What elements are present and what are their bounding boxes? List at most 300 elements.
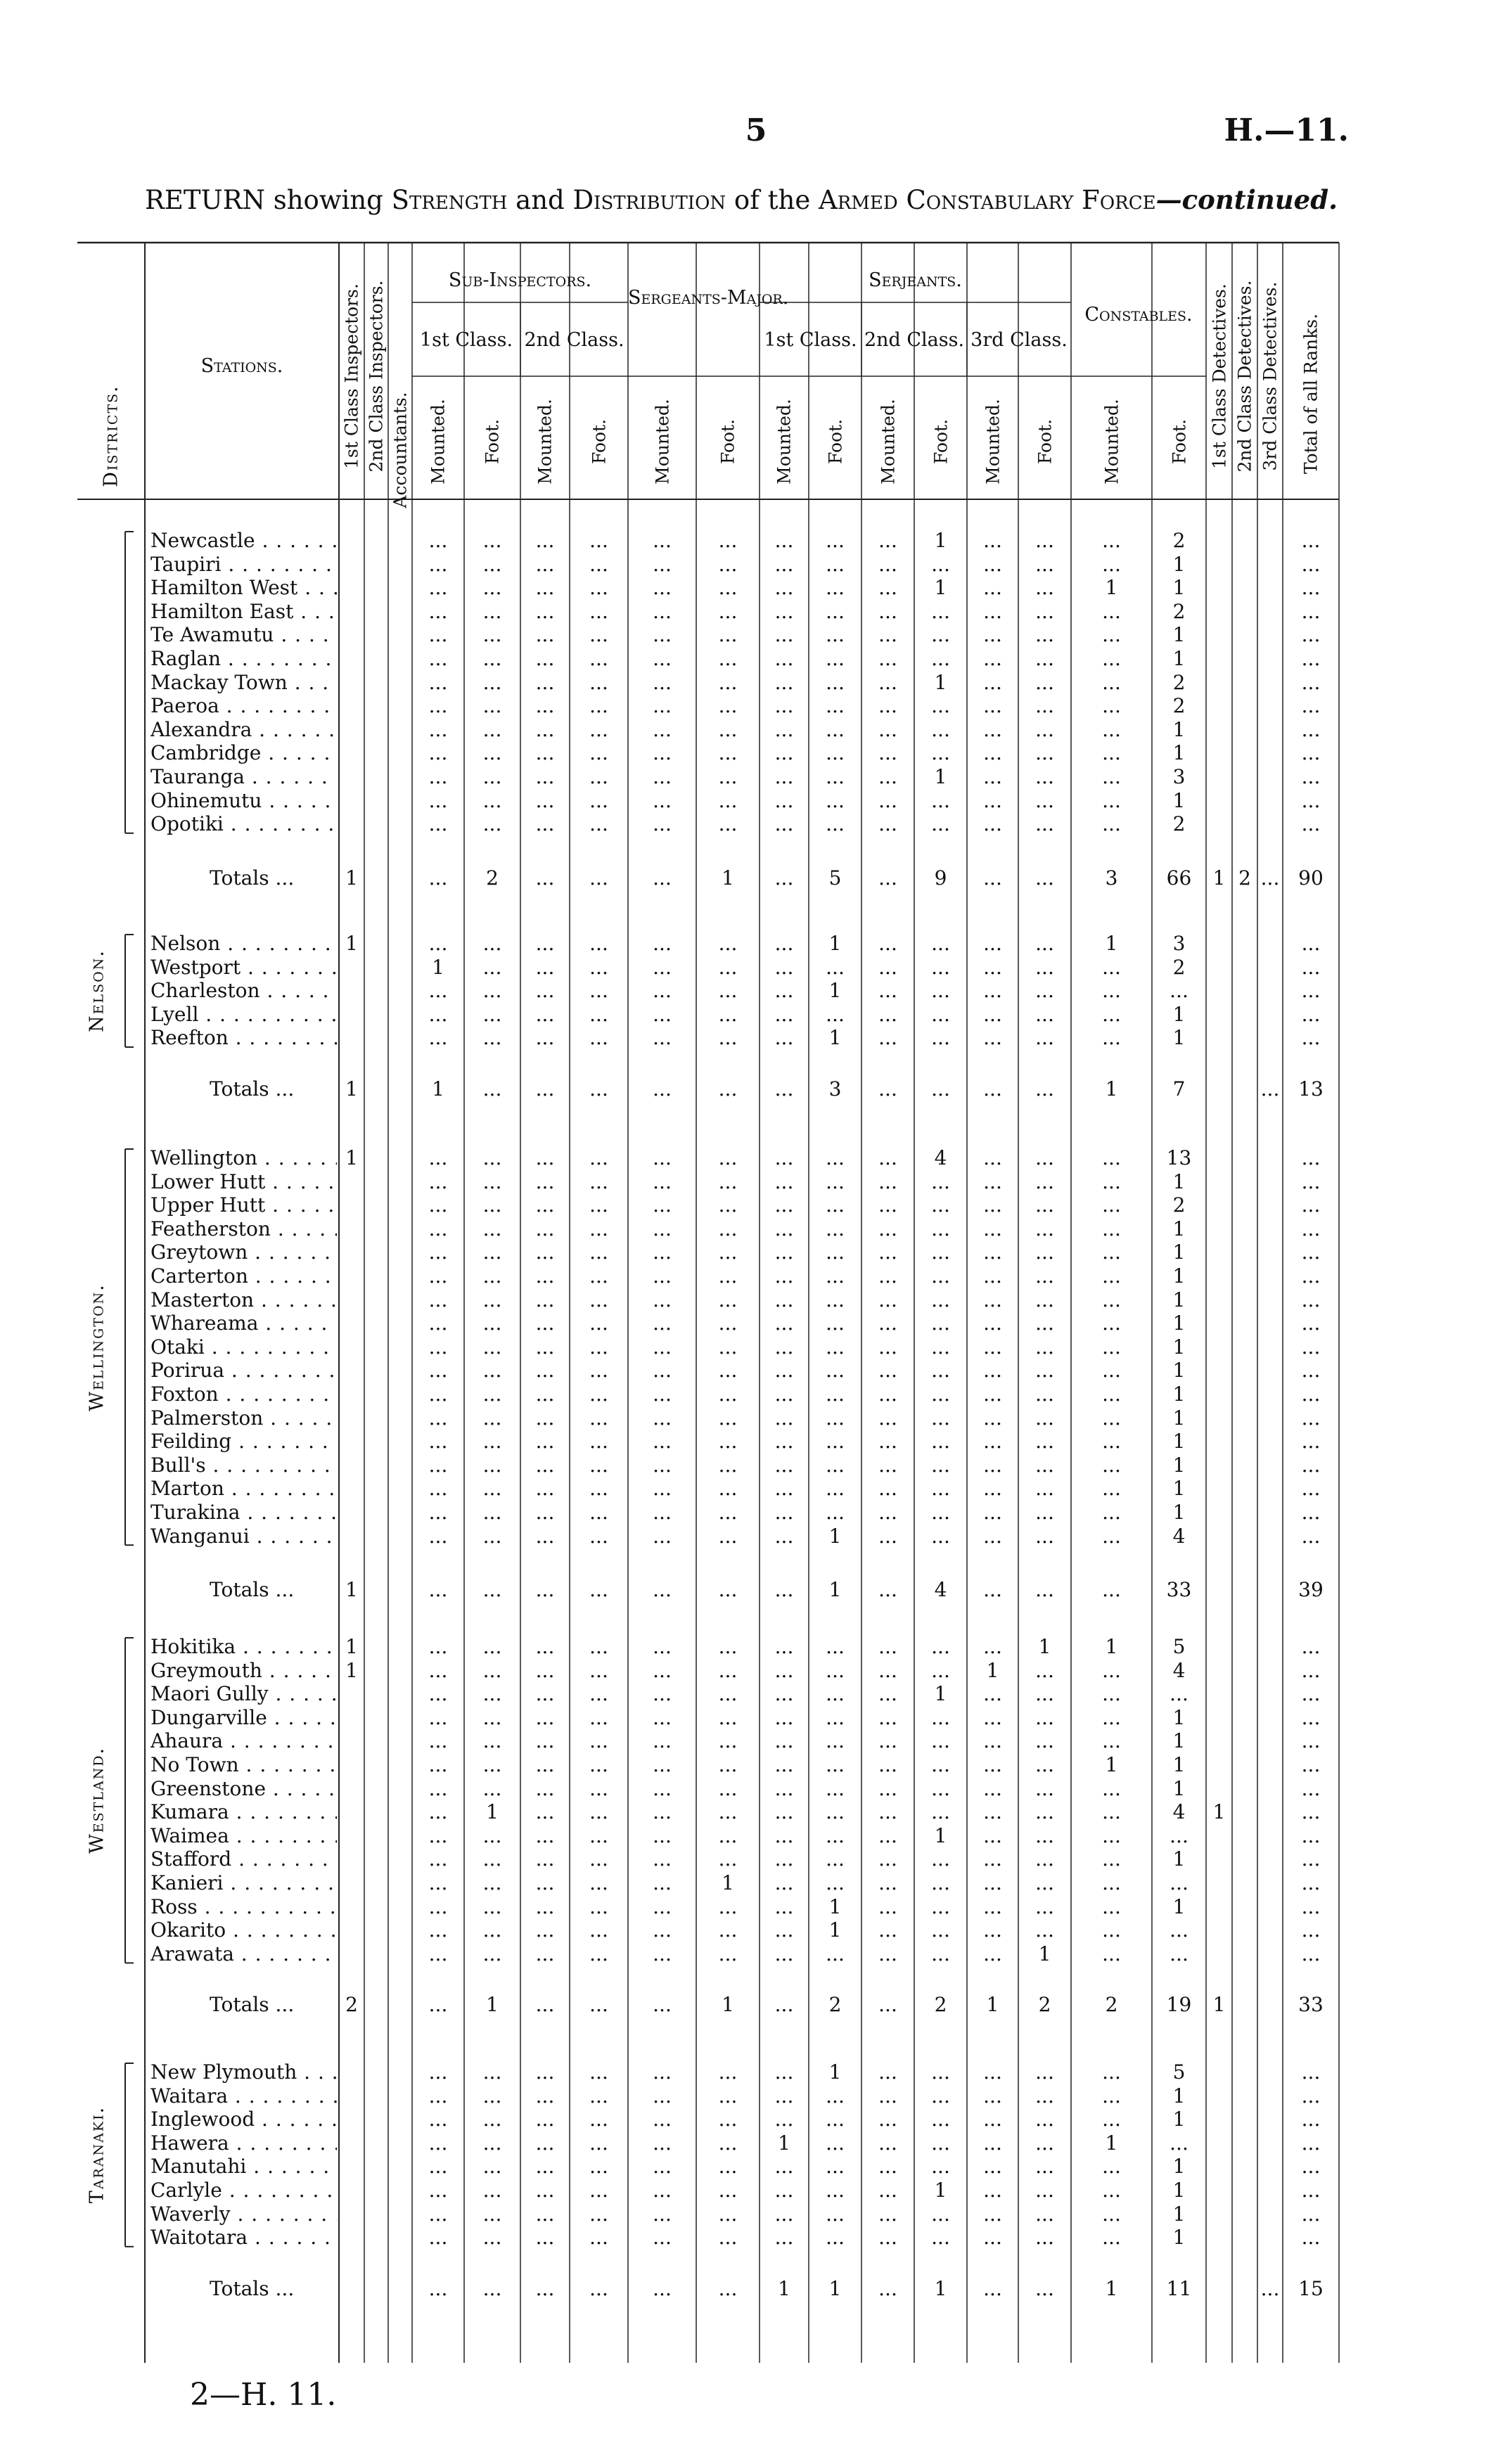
heading-force: Armed Constabulary Force bbox=[819, 185, 1156, 215]
table-cell: ... bbox=[983, 1871, 1002, 1894]
table-cell: ... bbox=[1301, 812, 1321, 836]
table-cell: ... bbox=[535, 1524, 555, 1548]
totals-cell: ... bbox=[428, 1578, 448, 1602]
table-cell: ... bbox=[589, 932, 608, 955]
table-cell: ... bbox=[983, 1682, 1002, 1706]
table-cell: ... bbox=[535, 2179, 555, 2202]
table-cell: ... bbox=[774, 1823, 794, 1847]
table-cell: ... bbox=[774, 1894, 794, 1918]
table-cell: ... bbox=[774, 1193, 794, 1217]
table-cell: ... bbox=[826, 1193, 845, 1217]
table-cell: 1 bbox=[1172, 2108, 1186, 2131]
table-row bbox=[0, 932, 1512, 956]
table-cell: ... bbox=[535, 1635, 555, 1658]
table-cell: ... bbox=[482, 1335, 502, 1359]
totals-cell: ... bbox=[774, 1077, 794, 1101]
totals-cell: 1 bbox=[722, 1993, 734, 2017]
header-foot: Foot. bbox=[1169, 418, 1189, 465]
table-cell: ... bbox=[1035, 1776, 1054, 1800]
station-name: Newcastle . . . bbox=[150, 529, 337, 553]
table-cell: ... bbox=[931, 2060, 950, 2084]
table-cell: ... bbox=[535, 955, 555, 979]
table-cell: ... bbox=[931, 1383, 950, 1406]
table-cell: ... bbox=[1102, 1918, 1121, 1942]
totals-cell: 2 bbox=[828, 1993, 842, 2017]
table-cell: ... bbox=[1170, 979, 1189, 1003]
table-row bbox=[0, 1895, 1512, 1919]
totals-cell: 1 bbox=[828, 2276, 842, 2300]
table-cell: ... bbox=[428, 1288, 448, 1311]
table-cell: ... bbox=[653, 1942, 672, 1965]
table-cell: ... bbox=[1035, 1753, 1054, 1776]
table-cell: ... bbox=[428, 1501, 448, 1524]
table-cell: ... bbox=[482, 1729, 502, 1753]
table-cell: ... bbox=[983, 1217, 1002, 1240]
header-serjeants: Serjeants. bbox=[869, 269, 962, 291]
table-cell: ... bbox=[1170, 1823, 1189, 1847]
table-cell: ... bbox=[878, 1453, 897, 1477]
table-cell: ... bbox=[718, 1847, 738, 1871]
table-row bbox=[0, 1383, 1512, 1406]
header-foot: Foot. bbox=[1034, 418, 1055, 465]
totals-label: Totals ... bbox=[210, 1578, 295, 1602]
table-row bbox=[0, 623, 1512, 647]
totals-cell: ... bbox=[653, 1578, 672, 1602]
heading-lead: RETURN showing bbox=[145, 185, 383, 215]
table-cell: ... bbox=[589, 1453, 608, 1477]
table-cell: ... bbox=[878, 788, 897, 812]
table-cell: ... bbox=[653, 1359, 672, 1383]
table-cell: ... bbox=[718, 932, 738, 955]
table-cell: ... bbox=[774, 979, 794, 1003]
totals-label: Totals ... bbox=[210, 866, 295, 890]
table-cell: ... bbox=[931, 623, 950, 647]
totals-cell: 2 bbox=[345, 1993, 358, 2017]
table-cell: ... bbox=[1102, 1406, 1121, 1430]
table-row bbox=[0, 1942, 1512, 1966]
station-name: Porirua . . . bbox=[150, 1359, 337, 1383]
table-row bbox=[0, 1288, 1512, 1312]
header-mounted: Mounted. bbox=[774, 399, 795, 485]
table-cell: ... bbox=[1035, 1682, 1054, 1706]
table-cell: ... bbox=[653, 1383, 672, 1406]
table-row bbox=[0, 1170, 1512, 1194]
station-name: Manutahi . . . bbox=[150, 2155, 337, 2179]
table-cell: 1 bbox=[1172, 647, 1186, 670]
table-row bbox=[0, 2131, 1512, 2155]
table-cell: ... bbox=[1301, 1146, 1321, 1169]
table-cell: ... bbox=[1301, 2131, 1321, 2155]
table-cell: ... bbox=[589, 2108, 608, 2131]
table-cell: ... bbox=[718, 1311, 738, 1335]
table-cell: ... bbox=[1301, 1453, 1321, 1477]
totals-cell: 1 bbox=[486, 1993, 499, 2017]
table-cell: ... bbox=[1301, 1430, 1321, 1454]
table-cell: ... bbox=[482, 1705, 502, 1729]
table-cell: ... bbox=[878, 1800, 897, 1824]
table-cell: ... bbox=[1035, 1477, 1054, 1501]
table-cell: 1 bbox=[1172, 1264, 1186, 1288]
table-cell: ... bbox=[774, 1942, 794, 1965]
table-cell: ... bbox=[535, 1288, 555, 1311]
table-cell: ... bbox=[878, 932, 897, 955]
totals-cell: 2 bbox=[1105, 1993, 1118, 2017]
totals-label: Totals ... bbox=[210, 1993, 295, 2017]
table-cell: ... bbox=[878, 1776, 897, 1800]
table-row bbox=[0, 529, 1512, 553]
table-cell: ... bbox=[589, 1311, 608, 1335]
table-row bbox=[0, 1847, 1512, 1871]
table-cell: ... bbox=[428, 1918, 448, 1942]
table-cell: ... bbox=[826, 1729, 845, 1753]
table-cell: ... bbox=[1035, 1193, 1054, 1217]
table-cell: ... bbox=[653, 2226, 672, 2250]
table-cell: ... bbox=[878, 1847, 897, 1871]
table-cell: ... bbox=[718, 1705, 738, 1729]
table-cell: ... bbox=[589, 2060, 608, 2084]
document-reference: H.—11. bbox=[1224, 113, 1349, 148]
table-cell: ... bbox=[482, 1193, 502, 1217]
table-cell: ... bbox=[1301, 1705, 1321, 1729]
district-label: Taranaki. bbox=[86, 2106, 108, 2204]
table-row bbox=[0, 956, 1512, 980]
table-cell: ... bbox=[878, 2131, 897, 2155]
table-cell: ... bbox=[1102, 2155, 1121, 2179]
table-cell: ... bbox=[774, 765, 794, 788]
table-cell: ... bbox=[718, 1942, 738, 1965]
table-cell: 1 bbox=[1172, 2226, 1186, 2250]
table-cell: ... bbox=[1301, 1383, 1321, 1406]
header-insp-2nd: 2nd Class Inspectors. bbox=[366, 280, 387, 473]
table-cell: ... bbox=[718, 529, 738, 552]
table-cell: 1 bbox=[934, 1682, 947, 1706]
table-cell: ... bbox=[878, 552, 897, 576]
table-cell: ... bbox=[718, 1359, 738, 1383]
table-cell: ... bbox=[878, 1002, 897, 1026]
table-cell: ... bbox=[535, 717, 555, 741]
totals-cell: ... bbox=[1035, 2276, 1054, 2300]
table-cell: 1 bbox=[1172, 623, 1186, 647]
table-cell: ... bbox=[535, 1658, 555, 1682]
station-name: Cambridge . . . bbox=[150, 741, 337, 765]
table-cell: ... bbox=[1102, 1729, 1121, 1753]
table-cell: ... bbox=[482, 1406, 502, 1430]
table-row bbox=[0, 553, 1512, 577]
table-row bbox=[0, 765, 1512, 789]
table-row bbox=[0, 576, 1512, 600]
table-cell: ... bbox=[718, 2179, 738, 2202]
table-cell: ... bbox=[1301, 1823, 1321, 1847]
table-cell: ... bbox=[931, 1002, 950, 1026]
station-name: Westport . . . bbox=[150, 956, 337, 980]
table-cell: ... bbox=[878, 812, 897, 836]
heading-distribution: Distribution bbox=[572, 185, 726, 215]
table-cell: ... bbox=[1035, 1217, 1054, 1240]
table-cell: ... bbox=[1301, 670, 1321, 694]
table-cell: ... bbox=[931, 1169, 950, 1193]
table-cell: ... bbox=[482, 812, 502, 836]
totals-cell: ... bbox=[774, 1578, 794, 1602]
table-row bbox=[0, 647, 1512, 671]
table-cell: ... bbox=[482, 1871, 502, 1894]
table-cell: ... bbox=[1102, 1705, 1121, 1729]
table-cell: ... bbox=[774, 1383, 794, 1406]
table-cell: ... bbox=[826, 2226, 845, 2250]
header-districts: Districts. bbox=[100, 385, 122, 487]
table-cell: ... bbox=[718, 1776, 738, 1800]
table-cell: ... bbox=[482, 2108, 502, 2131]
table-cell: ... bbox=[826, 1501, 845, 1524]
station-name: Waitara . . . bbox=[150, 2084, 337, 2108]
table-cell: ... bbox=[589, 1753, 608, 1776]
table-row bbox=[0, 789, 1512, 813]
table-cell: ... bbox=[1301, 1406, 1321, 1430]
table-cell: ... bbox=[878, 1658, 897, 1682]
table-cell: ... bbox=[1301, 1871, 1321, 1894]
header-sub-1st: 1st Class. bbox=[419, 329, 513, 351]
totals-cell: ... bbox=[535, 1578, 555, 1602]
table-cell: ... bbox=[1301, 1658, 1321, 1682]
table-cell: ... bbox=[653, 1501, 672, 1524]
table-cell: ... bbox=[535, 1918, 555, 1942]
district-label: Westland. bbox=[86, 1747, 108, 1854]
table-cell: ... bbox=[983, 741, 1002, 765]
table-cell: ... bbox=[535, 1240, 555, 1264]
table-cell: ... bbox=[428, 2108, 448, 2131]
table-cell: 4 bbox=[1172, 1524, 1186, 1548]
table-cell: ... bbox=[1102, 552, 1121, 576]
table-cell: ... bbox=[1035, 2179, 1054, 2202]
table-cell: ... bbox=[931, 979, 950, 1003]
table-cell: ... bbox=[535, 741, 555, 765]
table-cell: 1 bbox=[1172, 576, 1186, 600]
totals-cell: 19 bbox=[1166, 1993, 1192, 2017]
table-cell: ... bbox=[931, 2202, 950, 2226]
table-cell: ... bbox=[1035, 1501, 1054, 1524]
totals-cell: ... bbox=[653, 2276, 672, 2300]
table-cell: ... bbox=[482, 694, 502, 718]
table-cell: ... bbox=[1035, 1871, 1054, 1894]
totals-cell: 1 bbox=[345, 1077, 358, 1101]
table-cell: ... bbox=[482, 979, 502, 1003]
station-name: Waitotara . . . bbox=[150, 2226, 337, 2250]
table-cell: ... bbox=[878, 1477, 897, 1501]
table-cell: ... bbox=[931, 1406, 950, 1430]
table-cell: ... bbox=[1301, 1477, 1321, 1501]
table-cell: ... bbox=[983, 1524, 1002, 1548]
table-cell: ... bbox=[535, 1430, 555, 1454]
totals-cell: 9 bbox=[934, 866, 947, 890]
table-cell: ... bbox=[878, 1894, 897, 1918]
table-cell: ... bbox=[1035, 2226, 1054, 2250]
table-cell: ... bbox=[878, 2179, 897, 2202]
table-cell: ... bbox=[535, 1823, 555, 1847]
table-cell: ... bbox=[774, 576, 794, 600]
table-cell: ... bbox=[1301, 599, 1321, 623]
table-cell: 1 bbox=[828, 932, 842, 955]
table-cell: ... bbox=[718, 647, 738, 670]
table-cell: ... bbox=[589, 1729, 608, 1753]
station-name: Carlyle . . . bbox=[150, 2179, 337, 2202]
table-cell: ... bbox=[718, 1193, 738, 1217]
table-cell: ... bbox=[653, 1823, 672, 1847]
table-cell: ... bbox=[482, 1942, 502, 1965]
table-cell: 1 bbox=[934, 529, 947, 552]
table-cell: ... bbox=[1301, 1682, 1321, 1706]
table-cell: ... bbox=[589, 1406, 608, 1430]
table-cell: 2 bbox=[1172, 955, 1186, 979]
table-cell: ... bbox=[983, 1430, 1002, 1454]
table-cell: ... bbox=[428, 717, 448, 741]
table-cell: ... bbox=[428, 812, 448, 836]
table-cell: ... bbox=[983, 552, 1002, 576]
table-cell: ... bbox=[1301, 1894, 1321, 1918]
table-cell: ... bbox=[653, 1871, 672, 1894]
table-cell: ... bbox=[535, 2084, 555, 2108]
table-cell: ... bbox=[983, 2131, 1002, 2155]
station-name: Greenstone . . . bbox=[150, 1777, 337, 1801]
table-cell: ... bbox=[878, 1026, 897, 1050]
table-cell: ... bbox=[983, 1146, 1002, 1169]
table-cell: ... bbox=[983, 1383, 1002, 1406]
table-cell: ... bbox=[1035, 1847, 1054, 1871]
table-cell: ... bbox=[826, 1658, 845, 1682]
table-cell: ... bbox=[589, 1682, 608, 1706]
table-cell: ... bbox=[589, 1383, 608, 1406]
table-cell: ... bbox=[482, 599, 502, 623]
table-cell: ... bbox=[718, 1477, 738, 1501]
table-cell: ... bbox=[653, 1430, 672, 1454]
totals-cell: 2 bbox=[1238, 866, 1251, 890]
table-cell: ... bbox=[718, 552, 738, 576]
table-cell: ... bbox=[826, 717, 845, 741]
table-cell: ... bbox=[589, 741, 608, 765]
table-cell: ... bbox=[589, 529, 608, 552]
table-cell: ... bbox=[428, 2226, 448, 2250]
totals-label: Totals ... bbox=[210, 2276, 295, 2300]
totals-cell: ... bbox=[1260, 866, 1280, 890]
table-cell: ... bbox=[931, 1311, 950, 1335]
totals-cell: 1 bbox=[934, 2276, 947, 2300]
table-cell: ... bbox=[1102, 529, 1121, 552]
table-row bbox=[0, 1729, 1512, 1753]
table-cell: ... bbox=[428, 1240, 448, 1264]
table-cell: 1 bbox=[1172, 1729, 1186, 1753]
table-cell: ... bbox=[589, 1847, 608, 1871]
table-cell: ... bbox=[653, 576, 672, 600]
table-cell: ... bbox=[1102, 979, 1121, 1003]
header-det-2nd: 2nd Class Detectives. bbox=[1234, 280, 1255, 473]
table-cell: ... bbox=[826, 1705, 845, 1729]
table-cell: ... bbox=[878, 623, 897, 647]
table-cell: 2 bbox=[1172, 670, 1186, 694]
table-cell: ... bbox=[1301, 1729, 1321, 1753]
table-cell: ... bbox=[1035, 932, 1054, 955]
table-cell: ... bbox=[718, 1682, 738, 1706]
table-cell: ... bbox=[983, 1359, 1002, 1383]
table-cell: ... bbox=[1035, 552, 1054, 576]
table-row bbox=[0, 1454, 1512, 1477]
table-cell: ... bbox=[826, 529, 845, 552]
table-cell: ... bbox=[931, 1524, 950, 1548]
table-cell: ... bbox=[535, 529, 555, 552]
table-cell: ... bbox=[1301, 1501, 1321, 1524]
station-name: Upper Hutt . . . bbox=[150, 1193, 337, 1217]
table-cell: ... bbox=[1102, 647, 1121, 670]
table-cell: ... bbox=[589, 552, 608, 576]
table-cell: ... bbox=[482, 1359, 502, 1383]
table-cell: ... bbox=[774, 1026, 794, 1050]
table-cell: ... bbox=[589, 1169, 608, 1193]
table-cell: ... bbox=[482, 788, 502, 812]
table-cell: ... bbox=[482, 741, 502, 765]
table-cell: 2 bbox=[1172, 599, 1186, 623]
table-cell: ... bbox=[1035, 1823, 1054, 1847]
table-cell: ... bbox=[774, 741, 794, 765]
table-cell: ... bbox=[931, 1288, 950, 1311]
table-cell: ... bbox=[826, 1406, 845, 1430]
table-cell: ... bbox=[1102, 1776, 1121, 1800]
table-cell: ... bbox=[428, 2179, 448, 2202]
table-row bbox=[0, 741, 1512, 765]
table-cell: ... bbox=[878, 1871, 897, 1894]
table-cell: ... bbox=[535, 1847, 555, 1871]
table-cell: ... bbox=[1035, 576, 1054, 600]
header-sergeants-major: Sergeants-Major. bbox=[628, 287, 789, 309]
table-cell: 1 bbox=[828, 1026, 842, 1050]
table-cell: ... bbox=[878, 2155, 897, 2179]
table-cell: ... bbox=[718, 741, 738, 765]
table-cell: ... bbox=[718, 1240, 738, 1264]
table-cell: ... bbox=[718, 1823, 738, 1847]
table-cell: ... bbox=[428, 2060, 448, 2084]
table-cell: ... bbox=[589, 1635, 608, 1658]
table-cell: ... bbox=[535, 1193, 555, 1217]
table-cell: ... bbox=[428, 979, 448, 1003]
table-cell: ... bbox=[826, 2108, 845, 2131]
table-cell: ... bbox=[826, 1264, 845, 1288]
totals-cell: 4 bbox=[934, 1578, 947, 1602]
totals-cell: ... bbox=[653, 1993, 672, 2017]
table-row bbox=[0, 1359, 1512, 1383]
table-cell: ... bbox=[1102, 2108, 1121, 2131]
station-name: Paeroa . . . bbox=[150, 694, 337, 718]
table-cell: ... bbox=[774, 1635, 794, 1658]
table-cell: ... bbox=[482, 1501, 502, 1524]
table-cell: ... bbox=[1301, 2226, 1321, 2250]
table-cell: ... bbox=[774, 1682, 794, 1706]
table-cell: ... bbox=[589, 670, 608, 694]
table-cell: ... bbox=[878, 955, 897, 979]
table-cell: ... bbox=[535, 1729, 555, 1753]
table-cell: ... bbox=[718, 576, 738, 600]
table-cell: ... bbox=[653, 1453, 672, 1477]
table-cell: ... bbox=[1102, 955, 1121, 979]
table-cell: ... bbox=[1102, 765, 1121, 788]
totals-cell: ... bbox=[482, 1578, 502, 1602]
totals-cell: ... bbox=[1035, 1077, 1054, 1101]
station-name: Tauranga . . . bbox=[150, 765, 337, 789]
table-cell: 1 bbox=[778, 2131, 790, 2155]
table-cell: ... bbox=[482, 2155, 502, 2179]
table-cell: ... bbox=[774, 623, 794, 647]
table-cell: ... bbox=[1035, 1026, 1054, 1050]
table-cell: ... bbox=[826, 1383, 845, 1406]
table-cell: ... bbox=[1170, 1871, 1189, 1894]
table-cell: ... bbox=[535, 670, 555, 694]
table-cell: ... bbox=[1301, 1776, 1321, 1800]
table-cell: ... bbox=[482, 1524, 502, 1548]
